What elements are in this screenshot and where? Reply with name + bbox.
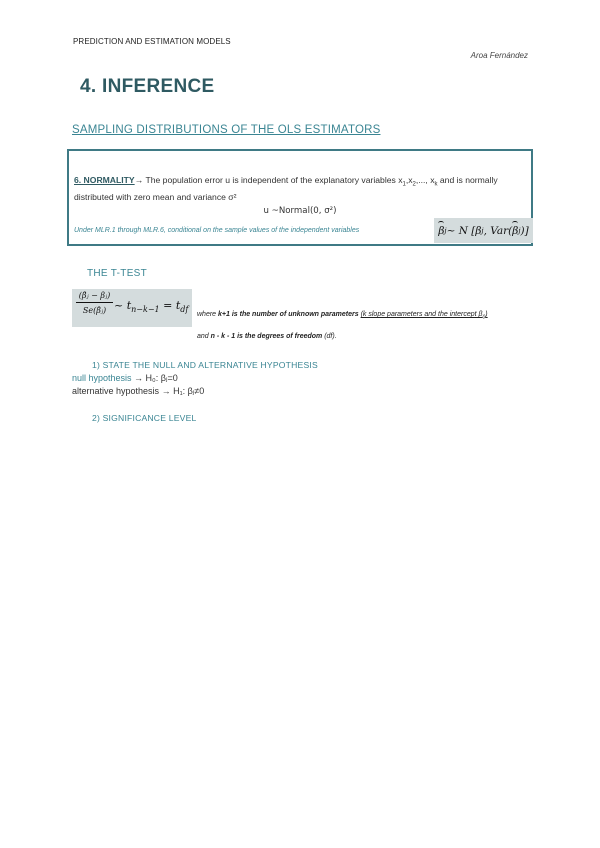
fraction-numerator: (β̂ⱼ − βⱼ) [76,291,113,303]
normality-text: 6. NORMALITY→ The population error u is independent of the explanatory variables $x_1,x_2$,..., $x_k$ and is normally distributed with zero mean and variance σ² [74,175,498,203]
normality-box [67,149,533,246]
alternative-hypothesis [72,386,204,397]
alternative-hypothesis-label: alternative hypothesis [72,386,160,396]
null-hypothesis [72,373,178,384]
null-hypothesis-label: null hypothesis [72,373,132,383]
arrow-glyph: → [134,175,144,185]
t-test-heading: THE T-TEST [87,268,148,279]
alternative-hypothesis-value: → H₁: βⱼ≠0 [159,386,205,396]
conditional-note: Under MLR.1 through MLR.6, conditional on the sample values of the independent variables [74,227,360,234]
author-name: Aroa Fernández [470,51,528,60]
normality-label: 6. NORMALITY [74,175,135,185]
t-test-explanation: where k+1 is the number of unknown parameters (k slope parameters and the intercept $\beta_0$) and n - k - 1 is the degrees of freedom (df). [197,311,488,341]
null-hypothesis-value: → H₀: βⱼ=0 [131,373,178,383]
step-1-heading: 1) STATE THE NULL AND ALTERNATIVE HYPOTHESIS [92,360,318,370]
step-2-heading: 2) SIGNIFICANCE LEVEL [92,413,197,423]
section-title: SAMPLING DISTRIBUTIONS OF THE OLS ESTIMATORS [72,124,381,136]
fraction-denominator: Se(β̂ⱼ) [82,306,107,315]
normal-distribution-formula: u ~Normal(0, σ²) [263,206,337,216]
beta-distribution-formula: β j ~ N [β j , Var( β j )] [434,218,533,243]
t-distribution: ~ $t_{n-k-1} = t_{df}$ [114,299,189,315]
chapter-title: 4. INFERENCE [80,76,215,97]
t-statistic-formula [72,289,192,327]
course-header: PREDICTION AND ESTIMATION MODELS [73,37,231,46]
t-statistic-fraction [76,291,113,315]
